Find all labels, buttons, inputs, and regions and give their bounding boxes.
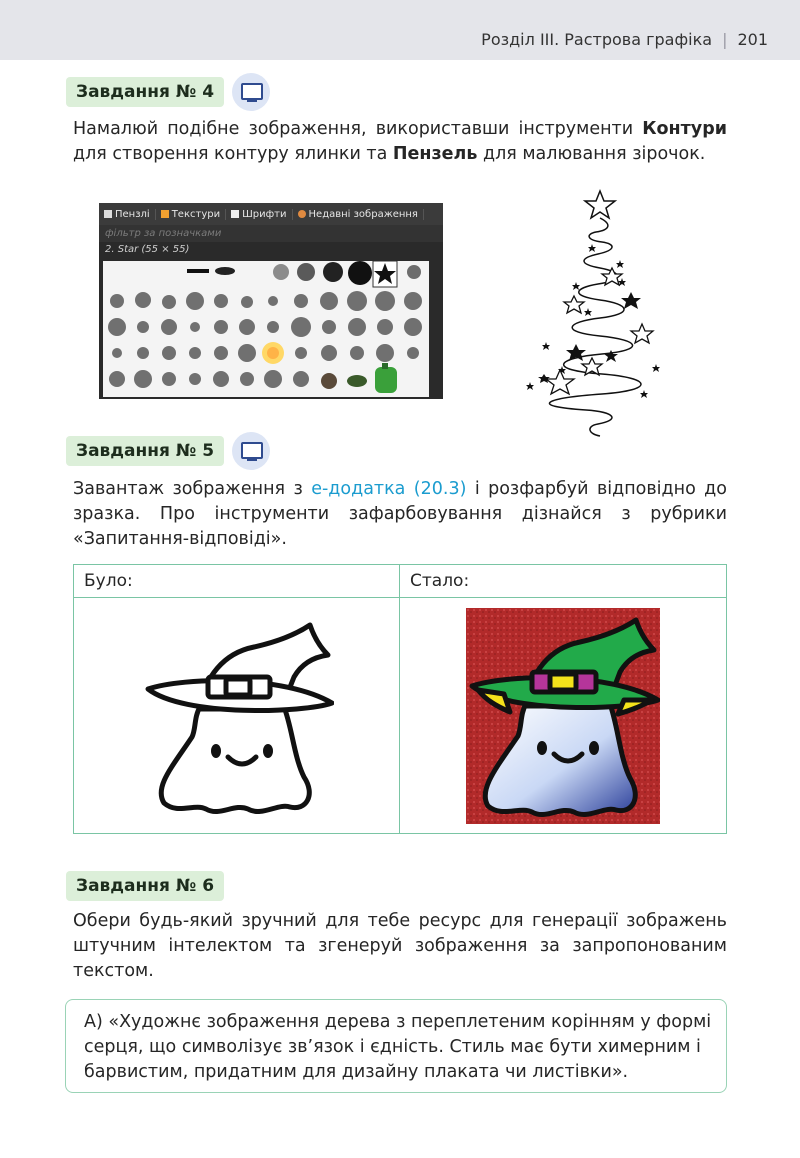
before-after-table — [73, 564, 727, 834]
section-title: Розділ ІІІ. Растрова графіка — [481, 30, 713, 49]
tool-paths: Контури — [642, 119, 727, 139]
prompt-quote-box — [65, 999, 727, 1093]
brush-filter-input[interactable]: фільтр за позначками — [99, 225, 443, 242]
task-4-label: Завдання № 4 — [66, 77, 224, 107]
brushes-panel-screenshot — [99, 203, 443, 399]
brushes-panel-tabs — [99, 203, 443, 225]
page-number: 201 — [737, 30, 768, 49]
tab-textures[interactable]: Текстури — [156, 209, 226, 220]
tool-brush: Пензель — [392, 144, 478, 164]
running-head — [481, 30, 768, 49]
prompt-quote-text: А) «Художнє зображення дерева з переплетеним корінням у формі серця, що символізує зв’язок і єдність. Стиль має бути химерним і барвистим, придатним для дизайну плаката чи листівки». — [84, 1012, 712, 1082]
task-5-label: Завдання № 5 — [66, 436, 224, 466]
ghost-colored-image — [466, 608, 660, 824]
tab-fonts[interactable]: Шрифти — [226, 209, 292, 220]
after-header: Стало: — [410, 571, 470, 591]
task-6-text: Обери будь-який зручний для тебе ресурс для генерації зображень штучним інтелектом та згенеруй зображення за запропонованим текстом. — [73, 911, 727, 981]
page-header — [0, 0, 800, 60]
before-header: Було: — [84, 571, 133, 591]
brush-thumbnails-grid[interactable] — [103, 261, 429, 397]
tab-brushes[interactable]: Пензлі — [99, 209, 156, 220]
task-6-label: Завдання № 6 — [66, 871, 224, 901]
computer-icon — [232, 432, 270, 470]
e-supplement-link[interactable]: е-додатка (20.3) — [311, 479, 467, 499]
task-4-text: Намалюй подібне зображення, використавши інструменти Контури для створення контуру ялинки та Пензель для малювання зірочок. — [73, 119, 727, 164]
computer-icon — [232, 73, 270, 111]
header-separator: | — [722, 30, 728, 49]
selected-brush-name: 2. Star (55 × 55) — [105, 244, 190, 255]
tab-recent-images[interactable]: Недавні зображення — [293, 209, 424, 220]
task-5-text: Завантаж зображення з е-додатка (20.3) і розфарбуй відповідно до зразка. Про інструменти зафарбовування дізнайся з рубрики «Запитання-відповіді». — [73, 479, 727, 549]
ghost-outline-image — [144, 617, 334, 817]
christmas-tree-spiral-illustration — [516, 184, 666, 440]
